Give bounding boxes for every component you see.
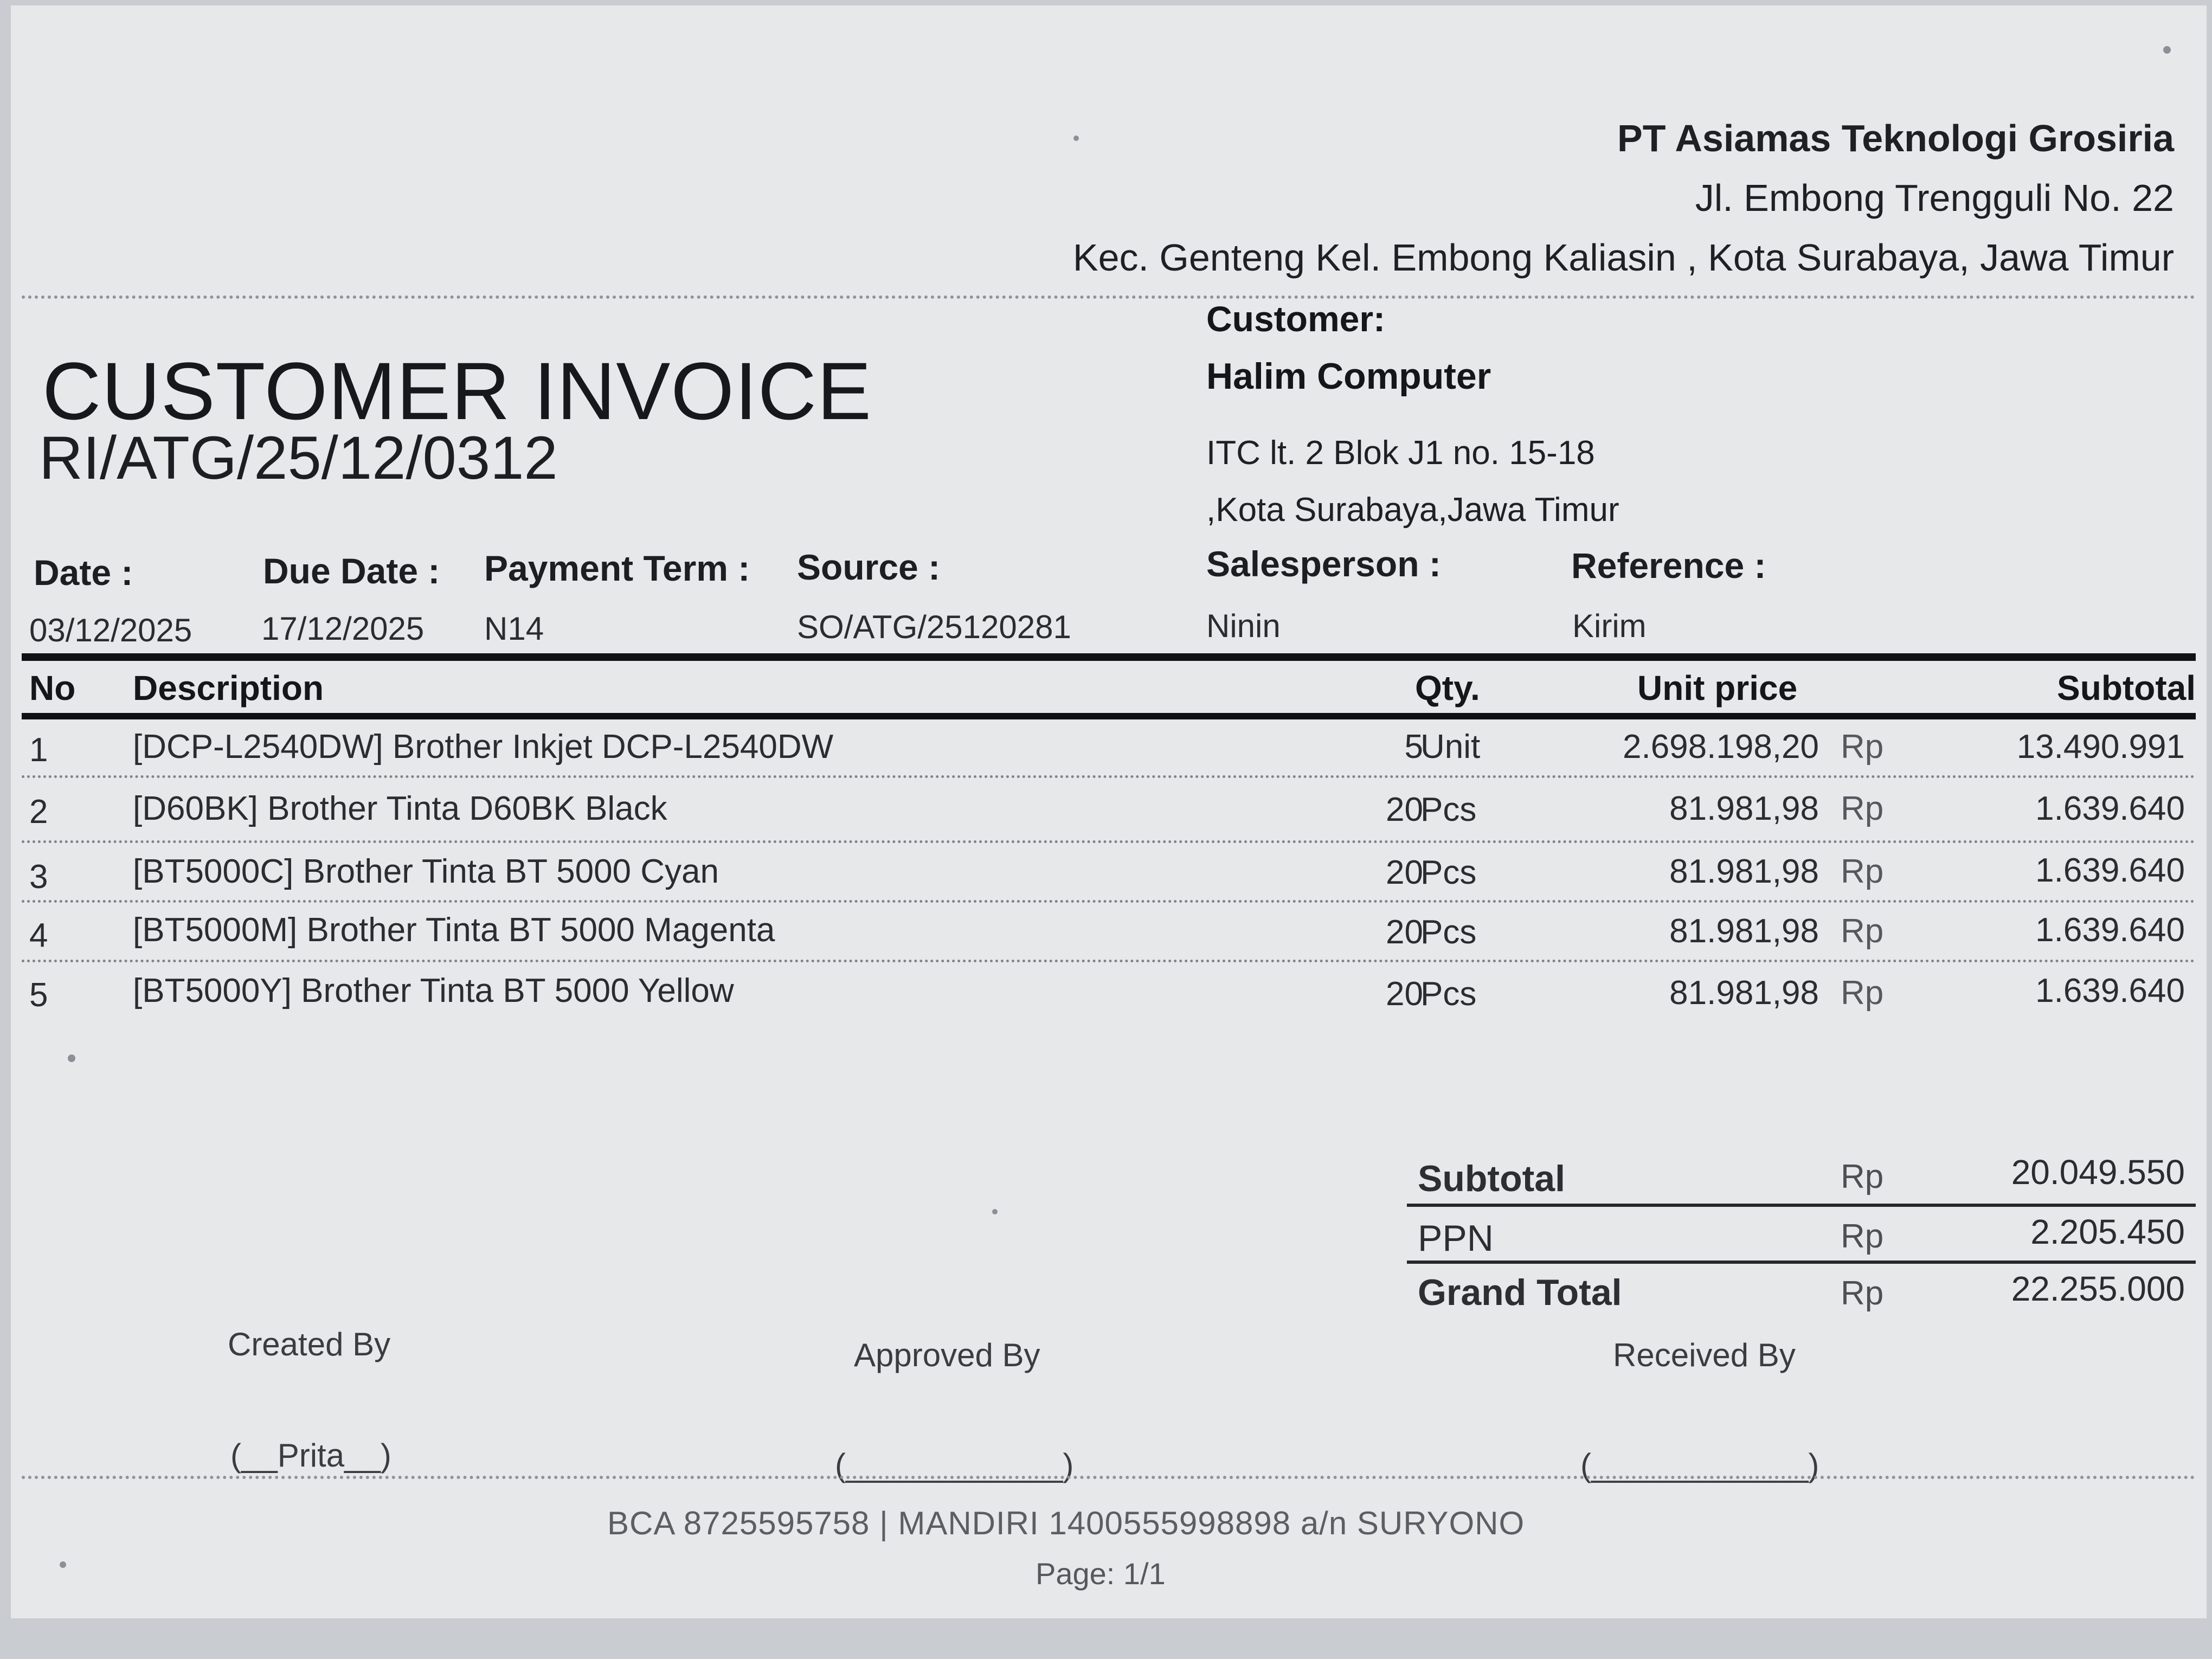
approved-by-label: Approved By	[854, 1337, 1040, 1373]
customer-label: Customer:	[1206, 299, 1386, 339]
salesperson-label: Salesperson :	[1206, 544, 1441, 584]
row-3-qty: 20	[1386, 854, 1423, 891]
created-by-signature: (__Prita__)	[230, 1437, 391, 1474]
summary-divider	[1407, 1204, 2196, 1207]
paper-speck	[2163, 46, 2171, 54]
row-2-unit-price: 81.981,98	[1669, 790, 1819, 827]
paper-speck	[992, 1209, 998, 1214]
customer-address-line2: ,Kota Surabaya,Jawa Timur	[1206, 491, 1619, 529]
document-title: CUSTOMER INVOICE	[42, 345, 872, 436]
summary-subtotal-currency: Rp	[1841, 1158, 1884, 1195]
company-name: PT Asiamas Teknologi Grosiria	[1617, 117, 2174, 159]
source-label: Source :	[797, 547, 941, 587]
summary-subtotal-value: 20.049.550	[2011, 1153, 2185, 1192]
payment-term: N14	[484, 610, 544, 647]
row-1-unit-price: 2.698.198,20	[1622, 728, 1819, 766]
row-5-currency: Rp	[1841, 974, 1884, 1012]
row-2-currency: Rp	[1841, 790, 1884, 827]
customer-address-line1: ITC lt. 2 Blok J1 no. 15-18	[1206, 434, 1595, 472]
grand-total-currency: Rp	[1841, 1275, 1884, 1312]
reference: Kirim	[1572, 608, 1647, 644]
column-header-subtotal: Subtotal	[2057, 668, 2196, 708]
row-5-uom: Pcs	[1420, 975, 1477, 1013]
row-3-description: [BT5000C] Brother Tinta BT 5000 Cyan	[133, 853, 719, 890]
row-4-no: 4	[29, 917, 48, 954]
reference-label: Reference :	[1571, 545, 1766, 586]
summary-divider	[1407, 1261, 2196, 1264]
row-3-subtotal: 1.639.640	[2035, 852, 2185, 889]
approved-by-signature: (____________)	[835, 1447, 1074, 1483]
company-address-line1: Jl. Embong Trengguli No. 22	[1695, 177, 2174, 219]
column-header-no: No	[29, 668, 76, 708]
row-1-qty: 5	[1404, 728, 1423, 766]
due-date-label: Due Date :	[263, 551, 440, 591]
date-label: Date :	[34, 552, 133, 593]
ppn-label: PPN	[1418, 1218, 1494, 1259]
table-top-rule	[22, 653, 2196, 661]
row-divider	[22, 960, 2196, 962]
grand-total-label: Grand Total	[1418, 1272, 1622, 1313]
grand-total-value: 22.255.000	[2011, 1269, 2185, 1308]
row-4-uom: Pcs	[1420, 914, 1477, 951]
row-2-qty: 20	[1386, 791, 1423, 828]
received-by-label: Received By	[1613, 1337, 1796, 1373]
row-1-currency: Rp	[1841, 728, 1884, 766]
row-5-subtotal: 1.639.640	[2035, 972, 2185, 1009]
row-1-subtotal: 13.490.991	[2016, 728, 2185, 766]
row-2-description: [D60BK] Brother Tinta D60BK Black	[133, 790, 667, 827]
row-3-uom: Pcs	[1420, 854, 1477, 891]
column-header-description: Description	[133, 668, 324, 708]
summary-subtotal-label: Subtotal	[1418, 1158, 1565, 1199]
row-1-uom: Unit	[1420, 728, 1481, 766]
row-4-qty: 20	[1386, 914, 1423, 951]
row-2-subtotal: 1.639.640	[2035, 790, 2185, 827]
invoice-paper	[11, 5, 2207, 1618]
row-5-qty: 20	[1386, 975, 1423, 1013]
column-header-qty: Qty.	[1415, 668, 1480, 708]
company-address-line2: Kec. Genteng Kel. Embong Kaliasin , Kota Surabaya, Jawa Timur	[1072, 236, 2174, 279]
paper-speck	[68, 1054, 75, 1062]
row-2-no: 2	[29, 793, 48, 831]
row-4-unit-price: 81.981,98	[1669, 912, 1819, 950]
column-header-unit-price: Unit price	[1637, 668, 1798, 708]
ppn-value: 2.205.450	[2030, 1212, 2185, 1251]
row-divider	[22, 900, 2196, 903]
customer-name: Halim Computer	[1206, 356, 1491, 397]
ppn-currency: Rp	[1841, 1218, 1884, 1255]
row-divider	[22, 775, 2196, 778]
row-divider	[22, 840, 2196, 843]
page-number: Page: 1/1	[1036, 1557, 1166, 1591]
bank-details: BCA 8725595758 | MANDIRI 1400555998898 a/n SURYONO	[607, 1505, 1525, 1541]
header-divider	[22, 295, 2196, 299]
source-document: SO/ATG/25120281	[797, 609, 1071, 645]
paper-speck	[60, 1561, 66, 1568]
created-by-label: Created By	[228, 1326, 391, 1362]
row-4-subtotal: 1.639.640	[2035, 911, 2185, 949]
row-4-description: [BT5000M] Brother Tinta BT 5000 Magenta	[133, 911, 775, 949]
row-5-no: 5	[29, 976, 48, 1014]
row-4-currency: Rp	[1841, 912, 1884, 950]
invoice-number: RI/ATG/25/12/0312	[39, 424, 558, 492]
due-date: 17/12/2025	[261, 610, 425, 647]
row-1-description: [DCP-L2540DW] Brother Inkjet DCP-L2540DW	[133, 728, 834, 766]
row-3-no: 3	[29, 858, 48, 896]
row-5-unit-price: 81.981,98	[1669, 974, 1819, 1012]
row-1-no: 1	[29, 731, 48, 769]
row-5-description: [BT5000Y] Brother Tinta BT 5000 Yellow	[133, 972, 734, 1009]
row-2-uom: Pcs	[1420, 791, 1477, 828]
salesperson: Ninin	[1206, 608, 1281, 644]
row-3-currency: Rp	[1841, 853, 1884, 890]
paper-speck	[1073, 136, 1079, 141]
payment-term-label: Payment Term :	[484, 548, 750, 588]
table-header-rule	[22, 713, 2196, 719]
footer-divider	[22, 1476, 2196, 1479]
received-by-signature: (____________)	[1580, 1447, 1819, 1483]
row-3-unit-price: 81.981,98	[1669, 853, 1819, 890]
invoice-date: 03/12/2025	[29, 612, 192, 648]
